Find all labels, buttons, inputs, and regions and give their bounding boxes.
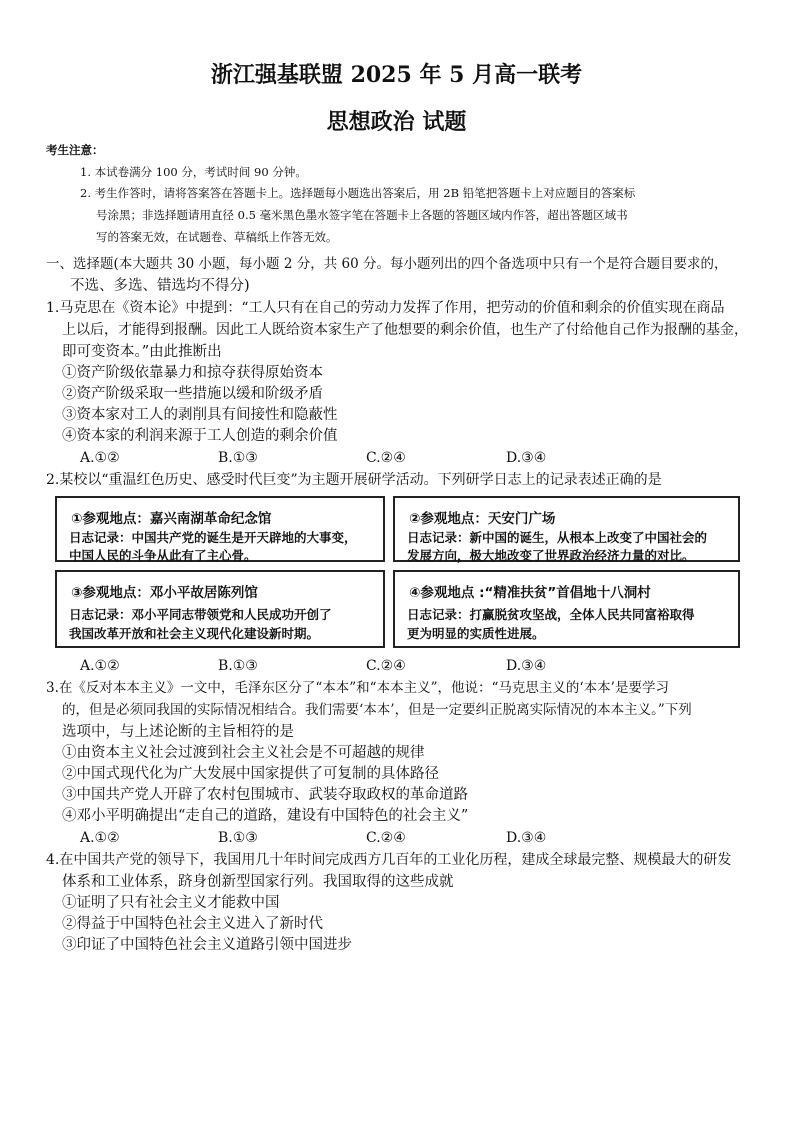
q1-statement-1: ①资产阶级依靠暴力和掠夺获得原始资本 xyxy=(62,365,323,381)
q4-statement-2: ②得益于中国特色社会主义进入了新时代 xyxy=(62,916,323,932)
q1-stem-line-1: 1.马克思在《资本论》中提到：“工人只有在自己的劳动力发挥了作用，把劳动的价值和剩余的价值实现在商品 xyxy=(46,300,725,316)
q2-option-d: D.③④ xyxy=(506,658,547,674)
q2-log-box-2 xyxy=(393,496,740,562)
q1-statement-3: ③资本家对工人的剥削具有间接性和隐蔽性 xyxy=(62,407,338,423)
q2-log-box-4 xyxy=(393,570,740,648)
exam-subtitle: 思想政治 试题 xyxy=(326,109,467,135)
notice-line-2a: 2. 考生作答时，请将答案答在答题卡上。选择题每小题选出答案后，用 2B 铅笔把答题卡上对应题目的答案标 xyxy=(80,186,636,200)
q2-box-4-line-1: 日志记录：打赢脱贫攻坚战，全体人民共同富裕取得 xyxy=(407,607,695,622)
q1-stem-line-3: 即可变资本。”由此推断出 xyxy=(62,344,222,360)
q3-statement-2: ②中国式现代化为广大发展中国家提供了可复制的具体路径 xyxy=(62,766,439,782)
q2-box-3-line-1: 日志记录：邓小平同志带领党和人民成功开创了 xyxy=(69,607,332,622)
q1-statement-2: ②资产阶级采取一些措施以缓和阶级矛盾 xyxy=(62,386,323,402)
q1-option-a: A.①② xyxy=(80,450,120,466)
q3-option-a: A.①② xyxy=(80,830,120,846)
q3-stem-line-3: 选项中，与上述论断的主旨相符的是 xyxy=(62,724,294,740)
q2-box-4-heading: ④参观地点 :“精准扶贫”首倡地十八洞村 xyxy=(409,585,651,601)
q1-option-c: C.②④ xyxy=(366,450,406,466)
q1-option-d: D.③④ xyxy=(506,450,547,466)
q1-option-b: B.①③ xyxy=(218,450,258,466)
notice-line-2c: 写的答案无效，在试题卷、草稿纸上作答无效。 xyxy=(96,230,338,244)
q2-stem-line-1: 2.某校以“重温红色历史、感受时代巨变”为主题开展研学活动。下列研学日志上的记录表述正确的是 xyxy=(46,472,662,488)
q2-option-b: B.①③ xyxy=(218,658,258,674)
notice-heading: 考生注意： xyxy=(46,143,104,157)
notice-line-1: 1. 本试卷满分 100 分，考试时间 90 分钟。 xyxy=(80,165,307,179)
q3-statement-1: ①由资本主义社会过渡到社会主义社会是不可超越的规律 xyxy=(62,745,425,761)
q3-stem-line-1: 3.在《反对本本主义》一文中，毛泽东区分了“本本”和“本本主义”，他说：“马克思主义的‘本本’是要学习 xyxy=(46,680,669,696)
q1-statement-4: ④资本家的利润来源于工人创造的剩余价值 xyxy=(62,428,338,444)
q2-log-box-1 xyxy=(55,496,385,562)
q2-box-3-line-2: 我国改革开放和社会主义现代化建设新时期。 xyxy=(69,626,320,641)
q2-box-1-line-2: 中国人民的斗争从此有了主心骨。 xyxy=(69,548,257,563)
q4-statement-1: ①证明了只有社会主义才能救中国 xyxy=(62,895,280,911)
exam-title: 浙江强基联盟 2025 年 5 月高一联考 xyxy=(210,62,583,88)
q2-option-c: C.②④ xyxy=(366,658,406,674)
q2-log-box-3 xyxy=(55,570,385,648)
q4-stem-line-1: 4.在中国共产党的领导下，我国用几十年时间完成西方几百年的工业化历程，建成全球最完整、规模最大的研发 xyxy=(46,852,732,868)
q2-option-a: A.①② xyxy=(80,658,120,674)
q3-statement-4: ④邓小平明确提出“走自己的道路，建设有中国特色的社会主义” xyxy=(62,808,469,824)
q2-box-1-line-1: 日志记录：中国共产党的诞生是开天辟地的大事变， xyxy=(69,530,357,545)
notice-line-2b: 号涂黑；非选择题请用直径 0.5 毫米黑色墨水签字笔在答题卡上各题的答题区域内作答，超出答题区域书 xyxy=(96,208,628,222)
q3-option-d: D.③④ xyxy=(506,830,547,846)
q2-box-2-line-2: 发展方向，极大地改变了世界政治经济力量的对比。 xyxy=(407,548,695,563)
q3-stem-line-2: 的，但是必须同我国的实际情况相结合。我们需要‘本本’，但是一定要纠正脱离实际情况的本本主义。”下列 xyxy=(62,702,692,718)
q2-box-4-line-2: 更为明显的实质性进展。 xyxy=(407,626,545,641)
section-header-line-1: 一、选择题(本大题共 30 小题，每小题 2 分，共 60 分。每小题列出的四个备选项中只有一个是符合题目要求的， xyxy=(46,256,728,272)
q3-option-b: B.①③ xyxy=(218,830,258,846)
q2-box-2-line-1: 日志记录：新中国的诞生，从根本上改变了中国社会的 xyxy=(407,530,708,545)
q2-box-2-heading: ②参观地点：天安门广场 xyxy=(409,511,556,527)
q1-stem-line-2: 上以后，才能得到报酬。因此工人既给资本家生产了他想要的剩余价值，也生产了付给他自己作为报酬的基金， xyxy=(62,322,748,338)
q4-statement-3: ③印证了中国特色社会主义道路引领中国进步 xyxy=(62,937,352,953)
q3-option-c: C.②④ xyxy=(366,830,406,846)
q3-statement-3: ③中国共产党人开辟了农村包围城市、武装夺取政权的革命道路 xyxy=(62,787,468,803)
q2-box-1-heading: ①参观地点：嘉兴南湖革命纪念馆 xyxy=(71,511,272,527)
q4-stem-line-2: 体系和工业体系，跻身创新型国家行列。我国取得的这些成就 xyxy=(62,874,454,890)
section-header-line-2: 不选、多选、错选均不得分) xyxy=(70,278,250,294)
q2-box-3-heading: ③参观地点：邓小平故居陈列馆 xyxy=(71,585,258,601)
